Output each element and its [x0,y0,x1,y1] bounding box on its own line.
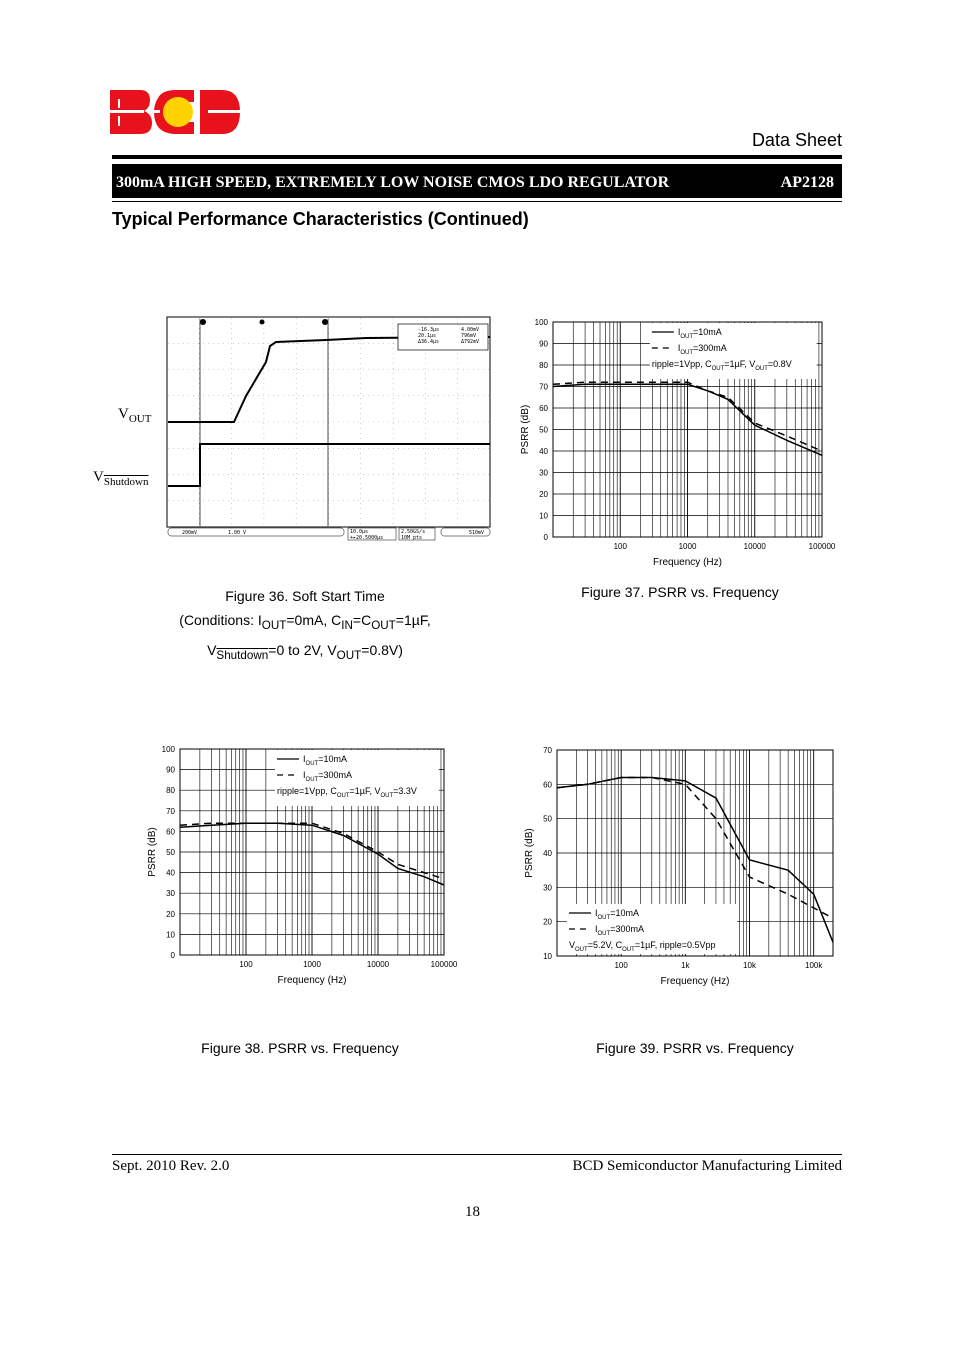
scope-time-scale: 10.0µs [350,529,369,535]
cursor-marker-1 [200,319,206,325]
x-tick-label: 100 [614,961,628,970]
legend-cond-sub: OUT [575,947,588,953]
c1s: OUT [261,618,287,632]
fig36-conditions-2 [150,638,460,668]
x-axis-title: Frequency (Hz) [277,975,347,986]
y-tick-label: 70 [539,382,548,392]
readout-dt: Δ36.4µs [418,339,440,345]
scope-sample-rate: 2.50GS/s [401,529,426,535]
scope-bottom-bar [168,528,490,541]
y-tick-label: 100 [161,745,175,754]
legend-val: =10mA [318,754,348,764]
fig37-caption: Figure 37. PSRR vs. Frequency [581,584,779,600]
scope-ch1-scale: 200mV [182,530,198,536]
vout-label [118,406,151,425]
series-300ma-line [557,778,833,919]
x-tick-label: 10k [743,961,756,970]
y-tick-label: 10 [543,952,552,961]
vout-sub: OUT [128,413,152,425]
d1: V [207,641,217,658]
d2: =0 to 2V, V [268,641,337,658]
d2s: OUT [336,648,362,662]
x-axis-title: Frequency (Hz) [653,557,722,568]
scope-time-offset: +▸20.5000µs [350,535,384,541]
y-tick-label: 10 [539,511,548,521]
y-tick-label: 90 [166,765,175,775]
header-rule-top [112,155,842,159]
x-tick-label: 100k [805,961,823,970]
x-axis-title: Frequency (Hz) [660,976,730,987]
y-tick-label: 40 [166,868,175,878]
legend-background [650,323,817,379]
y-tick-label: 30 [166,889,175,899]
bcd-logo-graphic [110,88,242,136]
c2s: IN [341,618,353,632]
y-axis-title: PSRR (dB) [524,828,535,878]
data-sheet-label: Data Sheet [751,130,842,150]
legend-cond-text: =1µF, V [349,786,381,796]
c3: =C [352,612,372,628]
psrr-chart-fig38 [140,738,460,988]
bcd-logo [110,88,242,136]
x-tick-label: 1000 [303,960,321,969]
footer-company: BCD Semiconductor Manufacturing Limited [572,1158,842,1174]
readout-dv: Δ792mV [461,339,480,345]
vout-v: V [118,406,129,422]
readout-t2: 20.1µs [418,333,437,339]
legend-i: I [303,754,306,764]
legend-cond-text: =1µF, ripple=0.5Vpp [634,940,716,950]
x-tick-label: 100000 [430,960,458,969]
scope-ch2-scale: 1.00 V [228,530,247,536]
vsd-sub: Shutdown [103,476,149,488]
y-tick-label: 60 [166,827,175,837]
y-tick-label: 70 [543,746,552,755]
legend-val: =300mA [610,924,644,934]
header-bar [112,164,842,198]
fig39-caption: Figure 39. PSRR vs. Frequency [596,1040,794,1056]
legend-i: I [595,908,598,918]
legend-sub: OUT [680,350,694,356]
y-tick-label: 0 [543,533,548,542]
c2: =0mA, C [286,612,342,628]
legend-sub: OUT [597,915,611,921]
c1: (Conditions: I [179,612,262,628]
header-rule-bottom [112,201,842,202]
legend-cond-text: =1µF, V [724,359,756,369]
x-tick-label: 100 [239,960,253,969]
x-tick-label: 100 [613,542,627,551]
legend-cond-sub: OUT [380,793,394,799]
legend-cond-sub: OUT [755,366,768,372]
fig36-caption-title: Figure 36. Soft Start Time [225,588,385,604]
footer-rule [112,1154,842,1155]
y-tick-label: 80 [539,361,548,370]
y-tick-label: 90 [539,339,548,349]
readout-t1: -16.3µs [418,327,440,333]
y-tick-label: 0 [170,951,175,960]
scope-points: 10M pts [401,535,423,541]
section-title: Typical Performance Characteristics (Continued) [112,209,529,229]
y-tick-label: 50 [166,848,175,857]
readout-v1: 4.00mV [461,327,480,333]
d3: =0.8V) [361,641,403,658]
legend-i: I [677,343,681,353]
header-title: 300mA HIGH SPEED, EXTREMELY LOW NOISE CMOS LDO REGULATOR [116,174,670,191]
trigger-marker [260,320,265,325]
legend-val: =10mA [693,327,722,337]
legend-sub: OUT [305,777,319,783]
legend-val: =300mA [318,770,353,780]
d1s: Shutdown [216,648,269,662]
y-tick-label: 10 [166,930,175,940]
vshutdown-label [93,469,148,488]
y-axis-title: PSRR (dB) [520,404,531,455]
c4: =1µF, [395,612,431,628]
fig36-caption [150,584,460,668]
x-tick-label: 100000 [808,542,836,551]
legend-i: I [677,327,681,337]
cursor-marker-2 [322,319,328,325]
y-tick-label: 20 [539,490,548,499]
c3s: OUT [371,618,396,632]
legend-cond-text: =5.2V, C [587,940,623,950]
legend-cond-sub: OUT [622,947,635,953]
y-tick-label: 70 [166,806,175,816]
legend-cond-text: =3.3V [393,786,417,796]
y-tick-label: 20 [166,909,175,919]
readout-v2: 796mV [461,333,477,339]
y-tick-label: 50 [543,814,552,824]
scope-trigger-level: 510mV [469,530,485,536]
y-tick-label: 50 [539,425,548,435]
header-part: AP2128 [780,174,834,191]
fig38-caption: Figure 38. PSRR vs. Frequency [201,1040,399,1056]
vsd-v: V [93,469,104,485]
y-axis-title: PSRR (dB) [147,827,158,877]
legend-i: I [303,770,306,780]
y-tick-label: 60 [543,780,552,790]
legend-cond-text: ripple=1Vpp, C [651,359,712,369]
legend-val: =300mA [693,343,727,353]
legend-cond-text: V [569,940,576,950]
y-tick-label: 30 [539,468,548,478]
x-tick-label: 10000 [743,542,766,551]
y-tick-label: 20 [543,917,552,927]
y-tick-label: 40 [543,849,552,858]
legend-sub: OUT [305,761,319,767]
legend-sub: OUT [680,334,694,340]
legend-cond-text: ripple=1Vpp, C [277,786,337,796]
legend-cond-text: =0.8V [767,359,792,369]
legend-sub: OUT [597,931,611,937]
legend-background [275,750,439,806]
x-tick-label: 1000 [678,542,697,551]
y-tick-label: 100 [534,318,548,327]
legend-cond-sub: OUT [711,366,725,372]
x-tick-label: 1k [681,961,690,970]
legend-cond-sub: OUT [336,793,350,799]
y-tick-label: 80 [166,786,175,796]
y-tick-label: 40 [539,447,548,456]
fig36-conditions-1 [150,608,460,638]
x-tick-label: 10000 [366,960,390,969]
psrr-chart-fig37 [510,312,840,572]
legend-val: =10mA [610,908,639,918]
page-number: 18 [465,1204,480,1220]
footer-date: Sept. 2010 Rev. 2.0 [112,1158,230,1174]
soft-start-scope [166,316,492,541]
legend-i: I [595,924,598,934]
psrr-chart-fig39 [522,740,838,988]
y-tick-label: 30 [543,883,552,893]
y-tick-label: 60 [539,404,548,413]
